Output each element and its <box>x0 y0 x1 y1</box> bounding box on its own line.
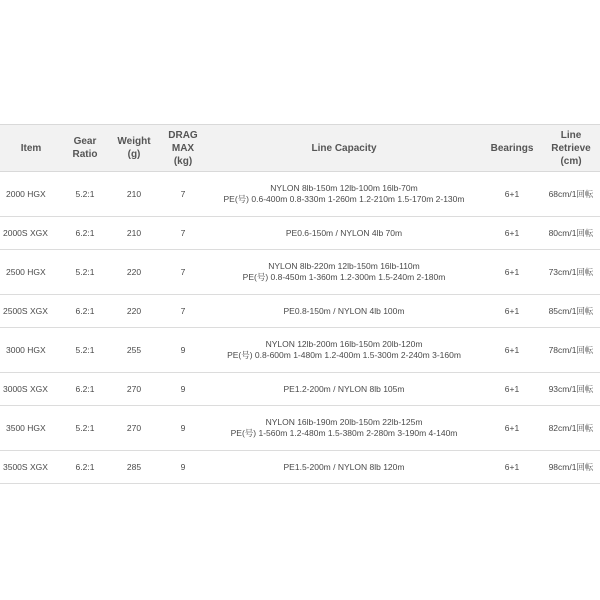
table-row <box>0 172 600 217</box>
line-capacity-text: PE(号) 1-560m 1.2-480m 1.5-380m 2-280m 3-190m 4-140m <box>230 428 458 438</box>
cell-item: 2000 HGX <box>0 172 62 217</box>
cell-bearings: 6+1 <box>482 250 542 295</box>
cell-weight: 270 <box>108 406 160 451</box>
cell-bearings: 6+1 <box>482 406 542 451</box>
cell-line-retrieve: 93cm/1回転 <box>542 373 600 406</box>
table-row <box>0 295 600 328</box>
cell-gear-ratio: 5.2:1 <box>62 328 108 373</box>
table-row <box>0 328 600 373</box>
line-capacity-text: NYLON 8lb-150m 12lb-100m 16lb-70m <box>270 183 418 193</box>
cell-weight: 255 <box>108 328 160 373</box>
cell-gear-ratio: 6.2:1 <box>62 217 108 250</box>
cell-weight: 210 <box>108 217 160 250</box>
line-capacity-text: PE0.6-150m / NYLON 4lb 70m <box>285 227 403 238</box>
cell-bearings: 6+1 <box>482 451 542 484</box>
cell-line-capacity <box>206 217 482 250</box>
cell-bearings: 6+1 <box>482 295 542 328</box>
cell-line-retrieve: 78cm/1回転 <box>542 328 600 373</box>
table-row <box>0 406 600 451</box>
spec-table <box>0 124 600 484</box>
table-row <box>0 373 600 406</box>
cell-item: 2500S XGX <box>0 295 62 328</box>
cell-item: 2000S XGX <box>0 217 62 250</box>
line-capacity-text: PE1.5-200m / NYLON 8lb 120m <box>283 461 405 472</box>
cell-line-retrieve: 82cm/1回転 <box>542 406 600 451</box>
header-gear-ratio <box>62 125 108 172</box>
cell-gear-ratio: 5.2:1 <box>62 250 108 295</box>
header-bearings-label: Bearings <box>490 142 534 154</box>
cell-line-capacity <box>206 451 482 484</box>
cell-item: 3000 HGX <box>0 328 62 373</box>
cell-drag-max: 7 <box>160 172 206 217</box>
cell-line-capacity <box>206 406 482 451</box>
header-line-retrieve <box>542 125 600 172</box>
header-drag-max <box>160 125 206 172</box>
cell-gear-ratio: 5.2:1 <box>62 172 108 217</box>
cell-bearings: 6+1 <box>482 172 542 217</box>
cell-drag-max: 7 <box>160 217 206 250</box>
header-item-label: Item <box>20 142 42 154</box>
cell-line-retrieve: 80cm/1回転 <box>542 217 600 250</box>
header-bearings <box>482 125 542 172</box>
cell-item: 3500S XGX <box>0 451 62 484</box>
header-line-retrieve-label: Line Retrieve (cm) <box>551 129 591 167</box>
cell-gear-ratio: 6.2:1 <box>62 295 108 328</box>
cell-line-retrieve: 68cm/1回転 <box>542 172 600 217</box>
cell-line-retrieve: 73cm/1回転 <box>542 250 600 295</box>
cell-item: 2500 HGX <box>0 250 62 295</box>
header-item <box>0 125 62 172</box>
cell-line-capacity <box>206 172 482 217</box>
header-drag-max-label: DRAG MAX (kg) <box>168 129 198 167</box>
header-row <box>0 125 600 172</box>
cell-drag-max: 7 <box>160 295 206 328</box>
cell-weight: 285 <box>108 451 160 484</box>
header-line-capacity <box>206 125 482 172</box>
cell-bearings: 6+1 <box>482 328 542 373</box>
header-weight-label: Weight (g) <box>117 136 151 160</box>
cell-item: 3500 HGX <box>0 406 62 451</box>
cell-line-capacity <box>206 328 482 373</box>
cell-gear-ratio: 5.2:1 <box>62 406 108 451</box>
cell-gear-ratio: 6.2:1 <box>62 451 108 484</box>
cell-drag-max: 9 <box>160 406 206 451</box>
cell-weight: 210 <box>108 172 160 217</box>
table-row <box>0 451 600 484</box>
cell-line-capacity <box>206 250 482 295</box>
cell-bearings: 6+1 <box>482 217 542 250</box>
cell-line-capacity <box>206 295 482 328</box>
cell-drag-max: 9 <box>160 328 206 373</box>
cell-line-capacity <box>206 373 482 406</box>
header-weight <box>108 125 160 172</box>
line-capacity-text: NYLON 8lb-220m 12lb-150m 16lb-110m <box>268 261 420 271</box>
header-line-capacity-label: Line Capacity <box>311 142 377 154</box>
cell-line-retrieve: 98cm/1回転 <box>542 451 600 484</box>
line-capacity-text: PE1.2-200m / NYLON 8lb 105m <box>283 383 405 394</box>
line-capacity-text: PE0.8-150m / NYLON 4lb 100m <box>283 305 405 316</box>
cell-bearings: 6+1 <box>482 373 542 406</box>
cell-drag-max: 9 <box>160 373 206 406</box>
line-capacity-text: PE(号) 0.8-600m 1-480m 1.2-400m 1.5-300m 2-240m 3-160m <box>227 350 461 360</box>
cell-drag-max: 9 <box>160 451 206 484</box>
line-capacity-text: PE(号) 0.8-450m 1-360m 1.2-300m 1.5-240m 2-180m <box>242 272 446 282</box>
cell-drag-max: 7 <box>160 250 206 295</box>
cell-weight: 220 <box>108 295 160 328</box>
line-capacity-text: NYLON 16lb-190m 20lb-150m 22lb-125m <box>265 417 423 427</box>
cell-item: 3000S XGX <box>0 373 62 406</box>
table-row <box>0 250 600 295</box>
cell-weight: 270 <box>108 373 160 406</box>
line-capacity-text: NYLON 12lb-200m 16lb-150m 20lb-120m <box>265 339 423 349</box>
spec-table-body <box>0 172 600 484</box>
cell-gear-ratio: 6.2:1 <box>62 373 108 406</box>
line-capacity-text: PE(号) 0.6-400m 0.8-330m 1-260m 1.2-210m 1.5-170m 2-130m <box>223 194 465 204</box>
cell-line-retrieve: 85cm/1回転 <box>542 295 600 328</box>
header-gear-ratio-label: Gear Ratio <box>72 136 98 160</box>
cell-weight: 220 <box>108 250 160 295</box>
table-row <box>0 217 600 250</box>
